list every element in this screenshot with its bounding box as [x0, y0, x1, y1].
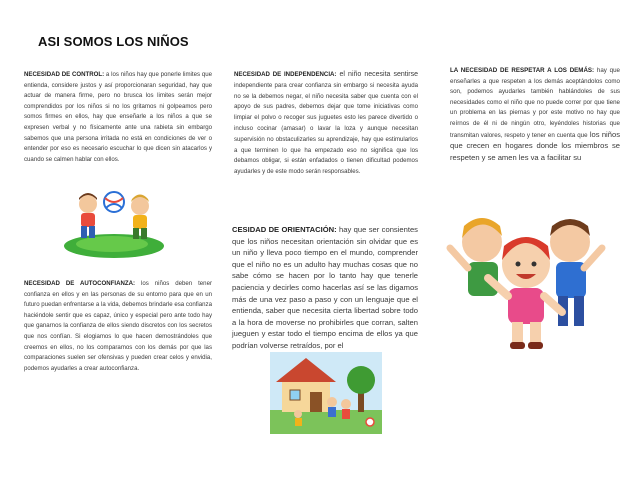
section-tail-respetar: los niños que crecen en hogares donde los miembros se respeten y se amen les va a facilitar su: [450, 129, 620, 162]
section-label-control: NECESIDAD DE CONTROL:: [24, 71, 105, 78]
section-label-autoconfianza: NECESIDAD DE AUTOCONFIANZA:: [24, 280, 136, 287]
section-label-respetar: LA NECESIDAD DE RESPETAR A LOS DEMÁS:: [450, 67, 595, 74]
section-text-respetar: hay que enseñarles a que respeten a los demás aceptándolos como son, podemos ayudarles también hablándoles de sus necesidades como el niño que no puede correr por que tiene un problema en las piernas y por este motivo no hay que reírnos de él ni de ningún otro, leyéndoles historias que transmitan valores, respeto y tener en cuenta que: [450, 67, 620, 139]
section-label-independencia: NECESIDAD DE INDEPENDENCIA:: [234, 71, 337, 78]
section-independencia: [234, 70, 418, 178]
section-text-autoconfianza: los niños deben tener confianza en ellos y en las personas de su entorno para que en un futuro puedan enfrentarse a la vida, debemos brindarle esa confianza haciéndole sentir que es capaz, único y especial pero ante todo hay que ganarnos la confianza de ellos siendo discretos con los secretos que nos confían. Si elogiamos lo que hacen demostrándoles que creemos en ellos, no los comparamos con los demás por que las comparaciones suelen ser ofensivas y pueden crear celos y envidia, podemos ayudarles a crear autoconfianza.: [24, 280, 212, 372]
section-label-orientacion: CESIDAD DE ORIENTACIÓN:: [232, 225, 337, 234]
happy-children-group-clipart: [442, 208, 610, 350]
section-lead-independencia: el niño necesita sentirse: [336, 71, 418, 78]
page-title: ASI SOMOS LOS NIÑOS: [38, 34, 189, 49]
section-control: [24, 70, 212, 165]
section-text-control: a los niños hay que ponerle limites que entienda, considere justos y así proporcionaran seguridad, hay que actuar de manera firme, pero no brusca los limites serán mejor comprendidos por los niños si no los gritamos ni golpeamos pero somos firmes en ellos, hay que enseñarle a los niños a que se expresen verbal y no físicamente ante una rabieta sin embargo sabemos que una persona irritada no está en condiciones de ver o entender por eso es necesario escuchar lo que dicen sin atacarlos y cuando se calmen hablar con ellos.: [24, 71, 212, 163]
section-respetar: [450, 66, 620, 164]
section-text-orientacion: hay que ser consientes que los niños necesitan orientación sin olvidar que es un niño y lleva poco tiempo en el mundo, comprender que el niño no es un adulto hay muchas cosas que no sabe cómo se hacen por lo tanto hay que tenerle paciencia y decirles como hacerlas así se las digamos más de una vez paso a paso y con un lenguaje que el entienda, saber que necesita cierta libertad sobre todo a la hora de moverse no prohibirles que corran, salten jueguen y estar todo el tiempo encima de ellos ya que podrían volverse retraídos, por el: [232, 225, 418, 350]
section-orientacion: [232, 224, 418, 352]
children-playing-ball-clipart: [64, 186, 164, 258]
children-playing-by-house-clipart: [270, 352, 382, 434]
section-text-independencia: independiente para crear confianza sin embargo si necesita ayuda no se la debemos negar, el niño necesita saber que cuenta con el apoyo de sus padres, debemos dejar que tome iniciativas como limpiar el polvo o recoger sus juguetes esto les parece divertido o incluso cocinar (amasar) o lavar la loza y aunque necesitan supervisión no obstaculizarles su aprendizaje, hay que estimularlos a que terminen lo que ha empezado eso no significa que los debamos obligar, si están enfadados o tienen dificultad podemos ayudarles y de este modo serán responsables.: [234, 81, 418, 176]
section-autoconfianza: [24, 279, 212, 374]
